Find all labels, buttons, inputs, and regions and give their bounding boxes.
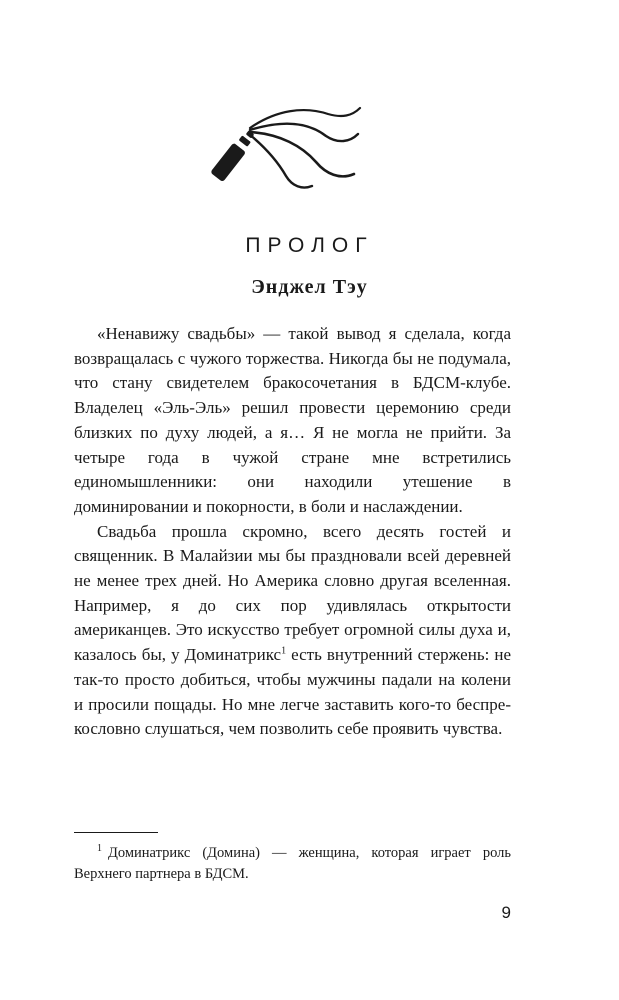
footnote — [74, 843, 511, 885]
footnote-reference: 1 — [281, 645, 287, 657]
paragraph — [74, 520, 511, 742]
chapter-title: ПРОЛОГ — [245, 234, 374, 257]
chapter-author: Энджел Тэу — [251, 276, 368, 298]
footnote-mark: 1 — [97, 843, 102, 855]
footnote-paragraph — [74, 843, 511, 885]
footnote-divider — [74, 832, 158, 833]
paragraph-text: есть внутренний стержень: не так-то просто добиться, чтобы мужчины падали на колени и просили пощады. Но мне легче заставить кого-то беспрекословно слушаться, чем позволить себе проявить чувства. — [74, 645, 511, 739]
footnote-text: Доминатрикс (Домина) — женщина, которая играет роль Верхнего партнера в БДСМ. — [74, 845, 511, 882]
page-number: 9 — [501, 903, 511, 922]
paragraph-text: Свадьба прошла скромно, всего десять гостей и священник. В Малайзии мы бы праздновали всей деревней не менее трех дней. Но Америка словно другая вселенная. Например, я до сих пор удивлялась открытости американцев. Это искусство требует огромной силы духа и, казалось бы, у Доминатрикс — [74, 521, 511, 665]
whip-icon — [204, 100, 364, 192]
body-text — [74, 322, 511, 742]
paragraph: «Ненавижу свадьбы» — такой вывод я сделала, когда возвращалась с чужого торжества. Никогда бы не подумала, что стану свидетелем бракосочетания в БДСМ-клубе. Владелец «Эль-Эль» решил провести церемонию среди близких по духу людей, а я… Я не могла не прийти. За четыре года в чужой стране мне встретились единомышленники: они находили утешение в доминировании и покорности, в боли и наслаждении. — [74, 324, 511, 516]
